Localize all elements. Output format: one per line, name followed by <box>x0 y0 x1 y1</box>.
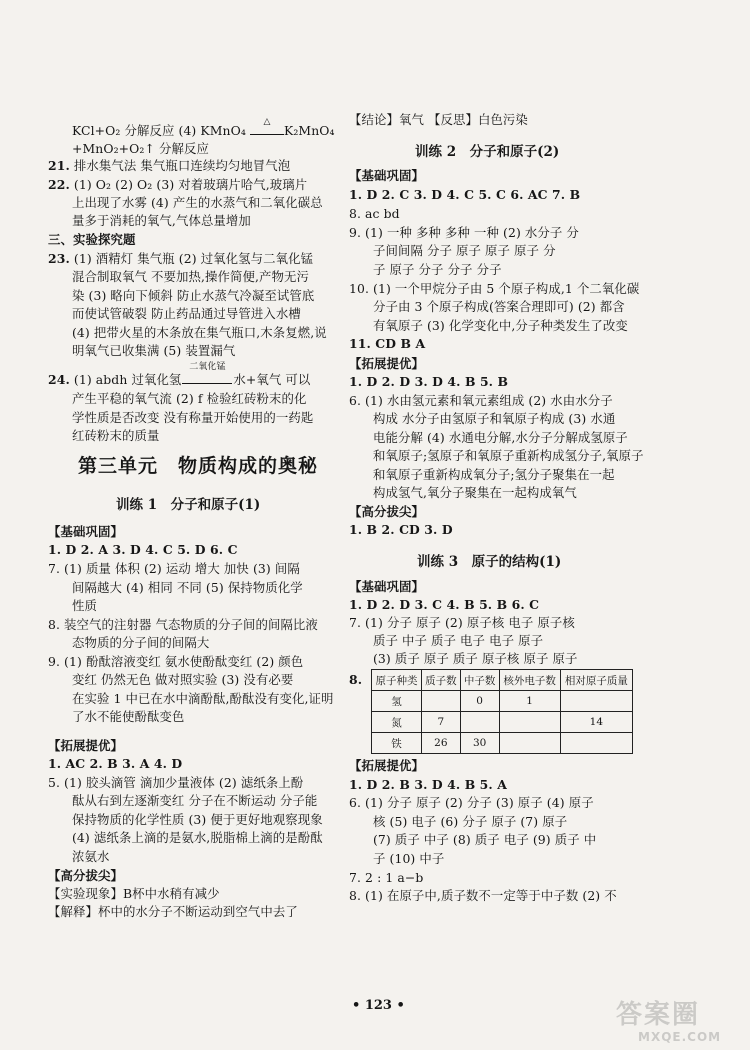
lesson-title: 训练 3 原子的结构(1) <box>417 554 562 570</box>
section-heading: 【高分拔尖】 <box>48 868 123 883</box>
answer-line: +MnO₂+O₂↑ 分解反应 <box>72 141 209 156</box>
answer-line: 在实验 1 中已在水中滴酚酞,酚酞没有变化,证明 <box>72 691 334 706</box>
text: 水+氧气 可以 <box>233 372 311 387</box>
table-header: 核外电子数 <box>499 670 560 691</box>
answer-line <box>72 117 335 138</box>
lesson-title: 训练 1 分子和原子(1) <box>116 497 261 513</box>
answer-line: 8. ac bd <box>349 206 400 221</box>
answer-line: 1. D 2. C 3. D 4. C 5. C 6. AC 7. B <box>349 187 581 202</box>
watermark-url: MXQE.COM <box>638 1030 722 1044</box>
table-cell: 0 <box>460 691 499 712</box>
answer-line: 保持物质的化学性质 (3) 便于更好地观察现象 <box>72 812 323 827</box>
text: (1) 酒精灯 集气瓶 (2) 过氧化氢与二氧化锰 <box>69 251 314 266</box>
table-cell: 氮 <box>372 712 422 733</box>
answer-line: (7) 质子 中子 (8) 质子 电子 (9) 质子 中 <box>373 832 597 847</box>
answer-line: 6. (1) 水由氢元素和氧元素组成 (2) 水由水分子 <box>349 393 613 408</box>
reaction-arrow <box>181 362 233 387</box>
table-row <box>372 691 633 712</box>
answer-line: 核 (5) 电子 (6) 分子 原子 (7) 原子 <box>373 814 568 829</box>
answer-line: 5. (1) 胶头滴管 滴加少量液体 (2) 滤纸条上酚 <box>48 775 304 790</box>
question-22 <box>48 177 307 192</box>
table-cell: 铁 <box>372 733 422 754</box>
answer-line: 电能分解 (4) 水通电分解,水分子分解成氢原子 <box>373 430 628 445</box>
answer-line: 明氧气已收集满 (5) 装置漏气 <box>72 343 236 358</box>
text: (1) O₂ (2) O₂ (3) 对着玻璃片哈气,玻璃片 <box>69 177 308 192</box>
answer-line: 量多于消耗的氧气,气体总量增加 <box>72 213 251 228</box>
answer-line: 有氧原子 (3) 化学变化中,分子种类发生了改变 <box>373 318 628 333</box>
answer-line: 构成 水分子由氢原子和氧原子构成 (3) 水通 <box>373 411 616 426</box>
answer-line: 1. D 2. D 3. D 4. B 5. B <box>349 374 509 389</box>
atom-table <box>371 669 633 754</box>
table-cell <box>499 733 560 754</box>
answer-line: 1. D 2. D 3. C 4. B 5. B 6. C <box>349 597 540 612</box>
answer-line: (4) 滤纸条上滴的是氨水,脱脂棉上滴的是酚酞 <box>72 830 323 845</box>
answer-line: 子间间隔 分子 原子 原子 原子 分 <box>373 243 556 258</box>
answer-line: 分子由 3 个原子构成(答案合理即可) (2) 都含 <box>373 299 625 314</box>
section-heading: 三、实验探究题 <box>48 232 136 247</box>
table-cell <box>499 712 560 733</box>
table-header: 质子数 <box>421 670 460 691</box>
answer-line: 1. AC 2. B 3. A 4. D <box>48 756 183 771</box>
answer-line: 7. 2 : 1 a−b <box>349 870 424 885</box>
answer-line: 变红 仍然无色 做对照实验 (3) 没有必要 <box>72 672 294 687</box>
answer-line: 和氧原子重新构成氧分子;氢分子聚集在一起 <box>373 467 615 482</box>
text: 排水集气法 集气瓶口连续均匀地冒气泡 <box>69 158 291 173</box>
answer-line: 上出现了水雾 (4) 产生的水蒸气和二氧化碳总 <box>72 195 323 210</box>
answer-line: 【实验现象】B杯中水稍有减少 <box>48 886 220 901</box>
table-header: 原子种类 <box>372 670 422 691</box>
answer-line: 子 (10) 中子 <box>373 851 445 866</box>
unit-title: 第三单元 物质构成的奥秘 <box>78 455 319 477</box>
table-header-row <box>372 670 633 691</box>
table-cell <box>421 691 460 712</box>
table-row <box>372 712 633 733</box>
table-row <box>372 733 633 754</box>
table-cell <box>460 712 499 733</box>
question-number: 8. <box>349 672 363 687</box>
page-number: • 123 • <box>352 998 405 1013</box>
section-heading: 【拓展提优】 <box>349 356 424 371</box>
answer-line: 间隔越大 (4) 相同 不同 (5) 保持物质化学 <box>72 580 303 595</box>
answer-line: 10. (1) 一个甲烷分子由 5 个原子构成,1 个二氧化碳 <box>349 281 640 296</box>
section-heading: 【基础巩固】 <box>48 524 123 539</box>
table-cell: 14 <box>560 712 632 733</box>
answer-line: 而使试管破裂 防止药品通过导管进入水槽 <box>72 306 301 321</box>
question-23 <box>48 251 313 266</box>
table-cell: 1 <box>499 691 560 712</box>
answer-line: 酞从右到左逐渐变红 分子在不断运动 分子能 <box>72 793 318 808</box>
answer-line: 混合制取氧气 不要加热,操作简便,产物无污 <box>72 269 309 284</box>
answer-line: 6. (1) 分子 原子 (2) 分子 (3) 原子 (4) 原子 <box>349 795 594 810</box>
lesson-title: 训练 2 分子和原子(2) <box>415 144 560 160</box>
question-21 <box>48 158 290 173</box>
text: K₂MnO₄ <box>284 123 335 138</box>
reaction-condition: 二氧化锰 <box>189 362 226 372</box>
question-number: 21. <box>48 158 70 173</box>
answer-line: 1. B 2. CD 3. D <box>349 522 453 537</box>
answer-line: 红砖粉末的质量 <box>72 428 160 443</box>
answer-line: 构成氢气,氧分子聚集在一起构成氧气 <box>373 485 577 500</box>
answer-line: 质子 中子 质子 电子 电子 原子 <box>373 633 544 648</box>
table-cell <box>560 691 632 712</box>
question-24 <box>48 362 311 389</box>
answer-line: 7. (1) 分子 原子 (2) 原子核 电子 原子核 <box>349 615 575 630</box>
heating-arrow: △ <box>250 123 284 138</box>
section-heading: 【基础巩固】 <box>349 168 424 183</box>
section-heading: 【拓展提优】 <box>48 738 123 753</box>
answer-line: 学性质是否改变 没有称量开始使用的一药匙 <box>72 410 314 425</box>
question-number: 23. <box>48 251 70 266</box>
answer-line: (3) 质子 原子 质子 原子核 原子 原子 <box>373 651 578 666</box>
answer-line: 7. (1) 质量 体积 (2) 运动 增大 加快 (3) 间隔 <box>48 561 300 576</box>
answer-line: 8. (1) 在原子中,质子数不一定等于中子数 (2) 不 <box>349 888 617 903</box>
answer-line: 11. CD B A <box>349 336 426 351</box>
table-cell: 30 <box>460 733 499 754</box>
answer-line: 和氧原子;氢原子和氧原子重新构成氢分子,氧原子 <box>373 448 644 463</box>
answer-line: 1. D 2. B 3. D 4. B 5. A <box>349 777 507 792</box>
answer-line: 【解释】杯中的水分子不断运动到空气中去了 <box>48 904 298 919</box>
question-number: 22. <box>48 177 70 192</box>
answer-line: 染 (3) 略向下倾斜 防止水蒸气冷凝至试管底 <box>72 288 315 303</box>
answer-line: 子 原子 分子 分子 分子 <box>373 262 502 277</box>
answer-line: 1. D 2. A 3. D 4. C 5. D 6. C <box>48 542 238 557</box>
answer-line: 9. (1) 一种 多种 多种 一种 (2) 水分子 分 <box>349 225 579 240</box>
answer-line: 8. 装空气的注射器 气态物质的分子间的间隔比液 <box>48 617 318 632</box>
answer-line: 【结论】氧气 【反思】白色污染 <box>349 112 528 127</box>
answer-line: 9. (1) 酚酞溶液变红 氨水使酚酞变红 (2) 颜色 <box>48 654 304 669</box>
table-cell: 26 <box>421 733 460 754</box>
table-cell <box>560 733 632 754</box>
answer-line: 了水不能使酚酞变色 <box>72 709 185 724</box>
section-heading: 【拓展提优】 <box>349 758 424 773</box>
table-header: 相对原子质量 <box>560 670 632 691</box>
text: KCl+O₂ 分解反应 (4) KMnO₄ <box>72 123 250 138</box>
answer-line: 浓氨水 <box>72 849 110 864</box>
section-heading: 【基础巩固】 <box>349 579 424 594</box>
text: (1) abdh 过氧化氢 <box>69 372 182 387</box>
watermark-logo <box>606 1000 744 1046</box>
answer-line: 产生平稳的氧气流 (2) f 检验红砖粉末的化 <box>72 391 307 406</box>
answer-line: (4) 把带火星的木条放在集气瓶口,木条复燃,说 <box>72 325 327 340</box>
watermark-text: 答案圈 <box>616 1000 701 1030</box>
table-cell: 氢 <box>372 691 422 712</box>
section-heading: 【高分拔尖】 <box>349 504 424 519</box>
answer-line: 性质 <box>72 598 97 613</box>
question-number: 24. <box>48 372 70 387</box>
table-header: 中子数 <box>460 670 499 691</box>
answer-line: 态物质的分子间的间隔大 <box>72 635 210 650</box>
table-cell: 7 <box>421 712 460 733</box>
